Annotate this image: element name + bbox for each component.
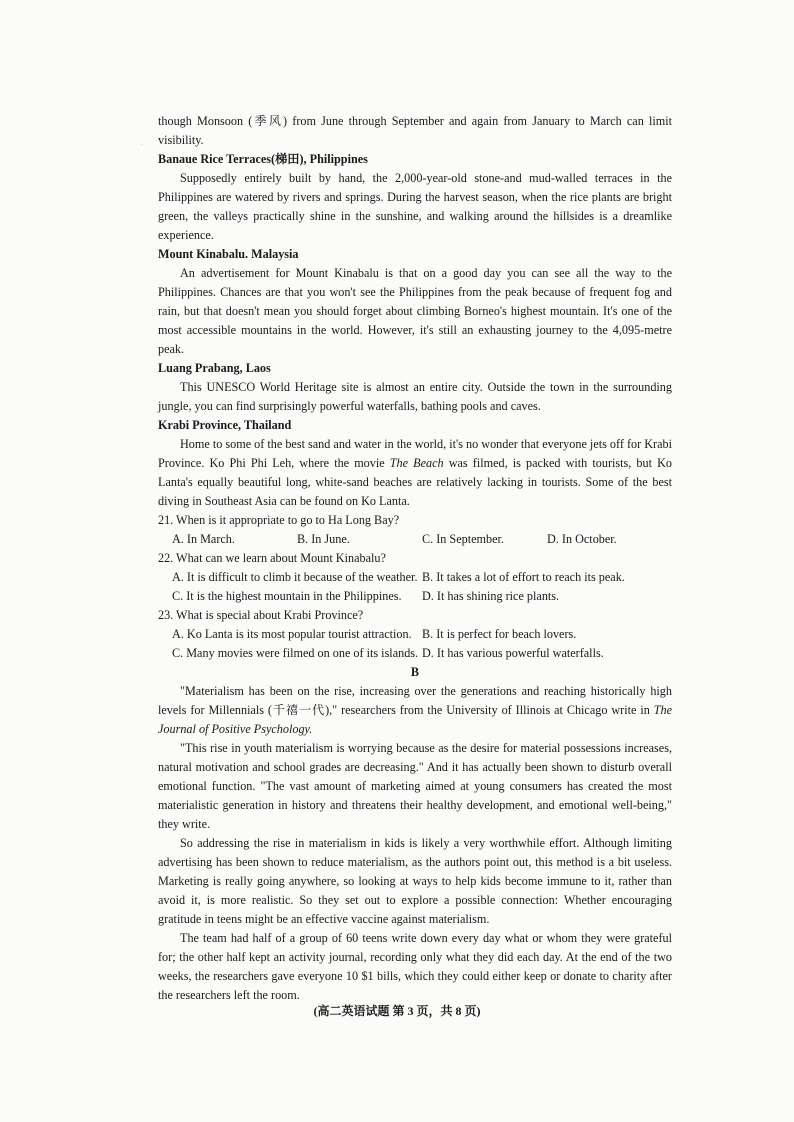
passage-b-label: B <box>410 665 420 679</box>
option-23-a: A. Ko Lanta is its most popular tourist attraction. <box>172 627 412 641</box>
passage-a-intro: though Monsoon (季风) from June through September and again from January to March can limit visibility. <box>158 114 672 147</box>
option-23-c: C. Many movies were filmed on one of its islands. <box>172 646 419 660</box>
krabi-text-before: Home to some of the best sand and water in the world, it's no wonder that everyone jets off for Krabi Province. Ko Phi Phi Leh, where the movie <box>158 437 672 470</box>
option-21-c: C. In September. <box>422 532 504 546</box>
journal-title: The Journal of Positive Psychology. <box>158 703 672 736</box>
option-22-d: D. It has shining rice plants. <box>422 589 560 603</box>
movie-title: The Beach <box>389 456 444 470</box>
option-22-a: A. It is difficult to climb it because of the weather. <box>172 570 418 584</box>
passage-b-p1-text: "Materialism has been on the rise, increasing over the generations and reaching historically high levels for Millennials (千禧一代)," researchers from the University of Illinois at Chicago write in <box>158 684 672 717</box>
option-21-b: B. In June. <box>297 532 350 546</box>
option-23-d: D. It has various powerful waterfalls. <box>422 646 604 660</box>
section-heading-luang-prabang: Luang Prabang, Laos <box>158 361 271 375</box>
passage-b-paragraph-2: "This rise in youth materialism is worrying because as the desire for material possessions increases, natural motivation and school grades are decreasing." And it has actually been shown to disturb overall emotional function. "The vast amount of marketing aimed at young consumers has created the most materialistic generation in history and threatens their healthy development, and emotional well-being," they write. <box>158 741 672 831</box>
section-text-luang-prabang: This UNESCO World Heritage site is almost an entire city. Outside the town in the surrounding jungle, you can find surprisingly powerful waterfalls, bathing pools and caves. <box>158 380 672 413</box>
passage-b-paragraph-3: So addressing the rise in materialism in kids is likely a very worthwhile effort. Although limiting advertising has been shown to reduce materialism, as the authors point out, this method is a bit useless. Marketing is really going anywhere, so looking at ways to help kids become immune to it, rather than avoid it, is more realistic. So they set out to explore a possible connection: Whether encouraging gratitude in teens might be an effective vaccine against materialism. <box>158 836 672 926</box>
question-22-options-row2 <box>158 587 672 606</box>
option-22-b: B. It takes a lot of effort to reach its peak. <box>422 570 625 584</box>
section-heading-kinabalu: Mount Kinabalu. Malaysia <box>158 247 299 261</box>
question-21-options <box>158 530 672 549</box>
section-text-banaue: Supposedly entirely built by hand, the 2,000-year-old stone-and mud-walled terraces in the Philippines are watered by rivers and springs. During the harvest season, when the rice plants are bright green, the valleys practically shine in the sunshine, and walking around the hillsides is a dreamlike experience. <box>158 171 672 242</box>
question-23-options-row1 <box>158 625 672 644</box>
page-footer: (高二英语试题 第 3 页，共 8 页) <box>313 1004 481 1018</box>
option-21-d: D. In October. <box>547 532 617 546</box>
passage-b-paragraph-4: The team had half of a group of 60 teens write down every day what or whom they were grateful for; the other half kept an activity journal, recording only what they did each day. At the end of the two weeks, the researchers gave everyone 10 $1 bills, which they could either keep or donate to charity after the researchers left the room. <box>158 931 672 1002</box>
section-text-krabi <box>158 435 672 511</box>
page-content <box>158 112 672 1005</box>
question-23-options-row2 <box>158 644 672 663</box>
section-heading-banaue: Banaue Rice Terraces(梯田), Philippines <box>158 152 368 166</box>
section-text-kinabalu: An advertisement for Mount Kinabalu is that on a good day you can see all the way to the Philippines. Chances are that you won't see the Philippines from the peak because of frequent fog and rain, but that doesn't mean you should forget about climbing Borneo's highest mountain. It's one of the most accessible mountains in the world. However, it's still an exhausting journey to the 4,095-metre peak. <box>158 266 672 356</box>
option-22-c: C. It is the highest mountain in the Philippines. <box>172 589 402 603</box>
question-23-stem: 23. What is special about Krabi Province? <box>158 608 364 622</box>
question-22-stem: 22. What can we learn about Mount Kinabalu? <box>158 551 386 565</box>
option-21-a: A. In March. <box>172 532 235 546</box>
bleed-through-text: · <box>140 140 144 151</box>
option-23-b: B. It is perfect for beach lovers. <box>422 627 577 641</box>
krabi-text-after: was filmed, is packed with tourists, but Ko Lanta's equally beautiful long, white-sand beaches are relatively lacking in tourists. Some of the best diving in Southeast Asia can be found on Ko Lanta. <box>158 456 672 508</box>
question-22-options-row1 <box>158 568 672 587</box>
passage-b-paragraph-1 <box>158 682 672 739</box>
question-21-stem: 21. When is it appropriate to go to Ha Long Bay? <box>158 513 400 527</box>
section-heading-krabi: Krabi Province, Thailand <box>158 418 292 432</box>
